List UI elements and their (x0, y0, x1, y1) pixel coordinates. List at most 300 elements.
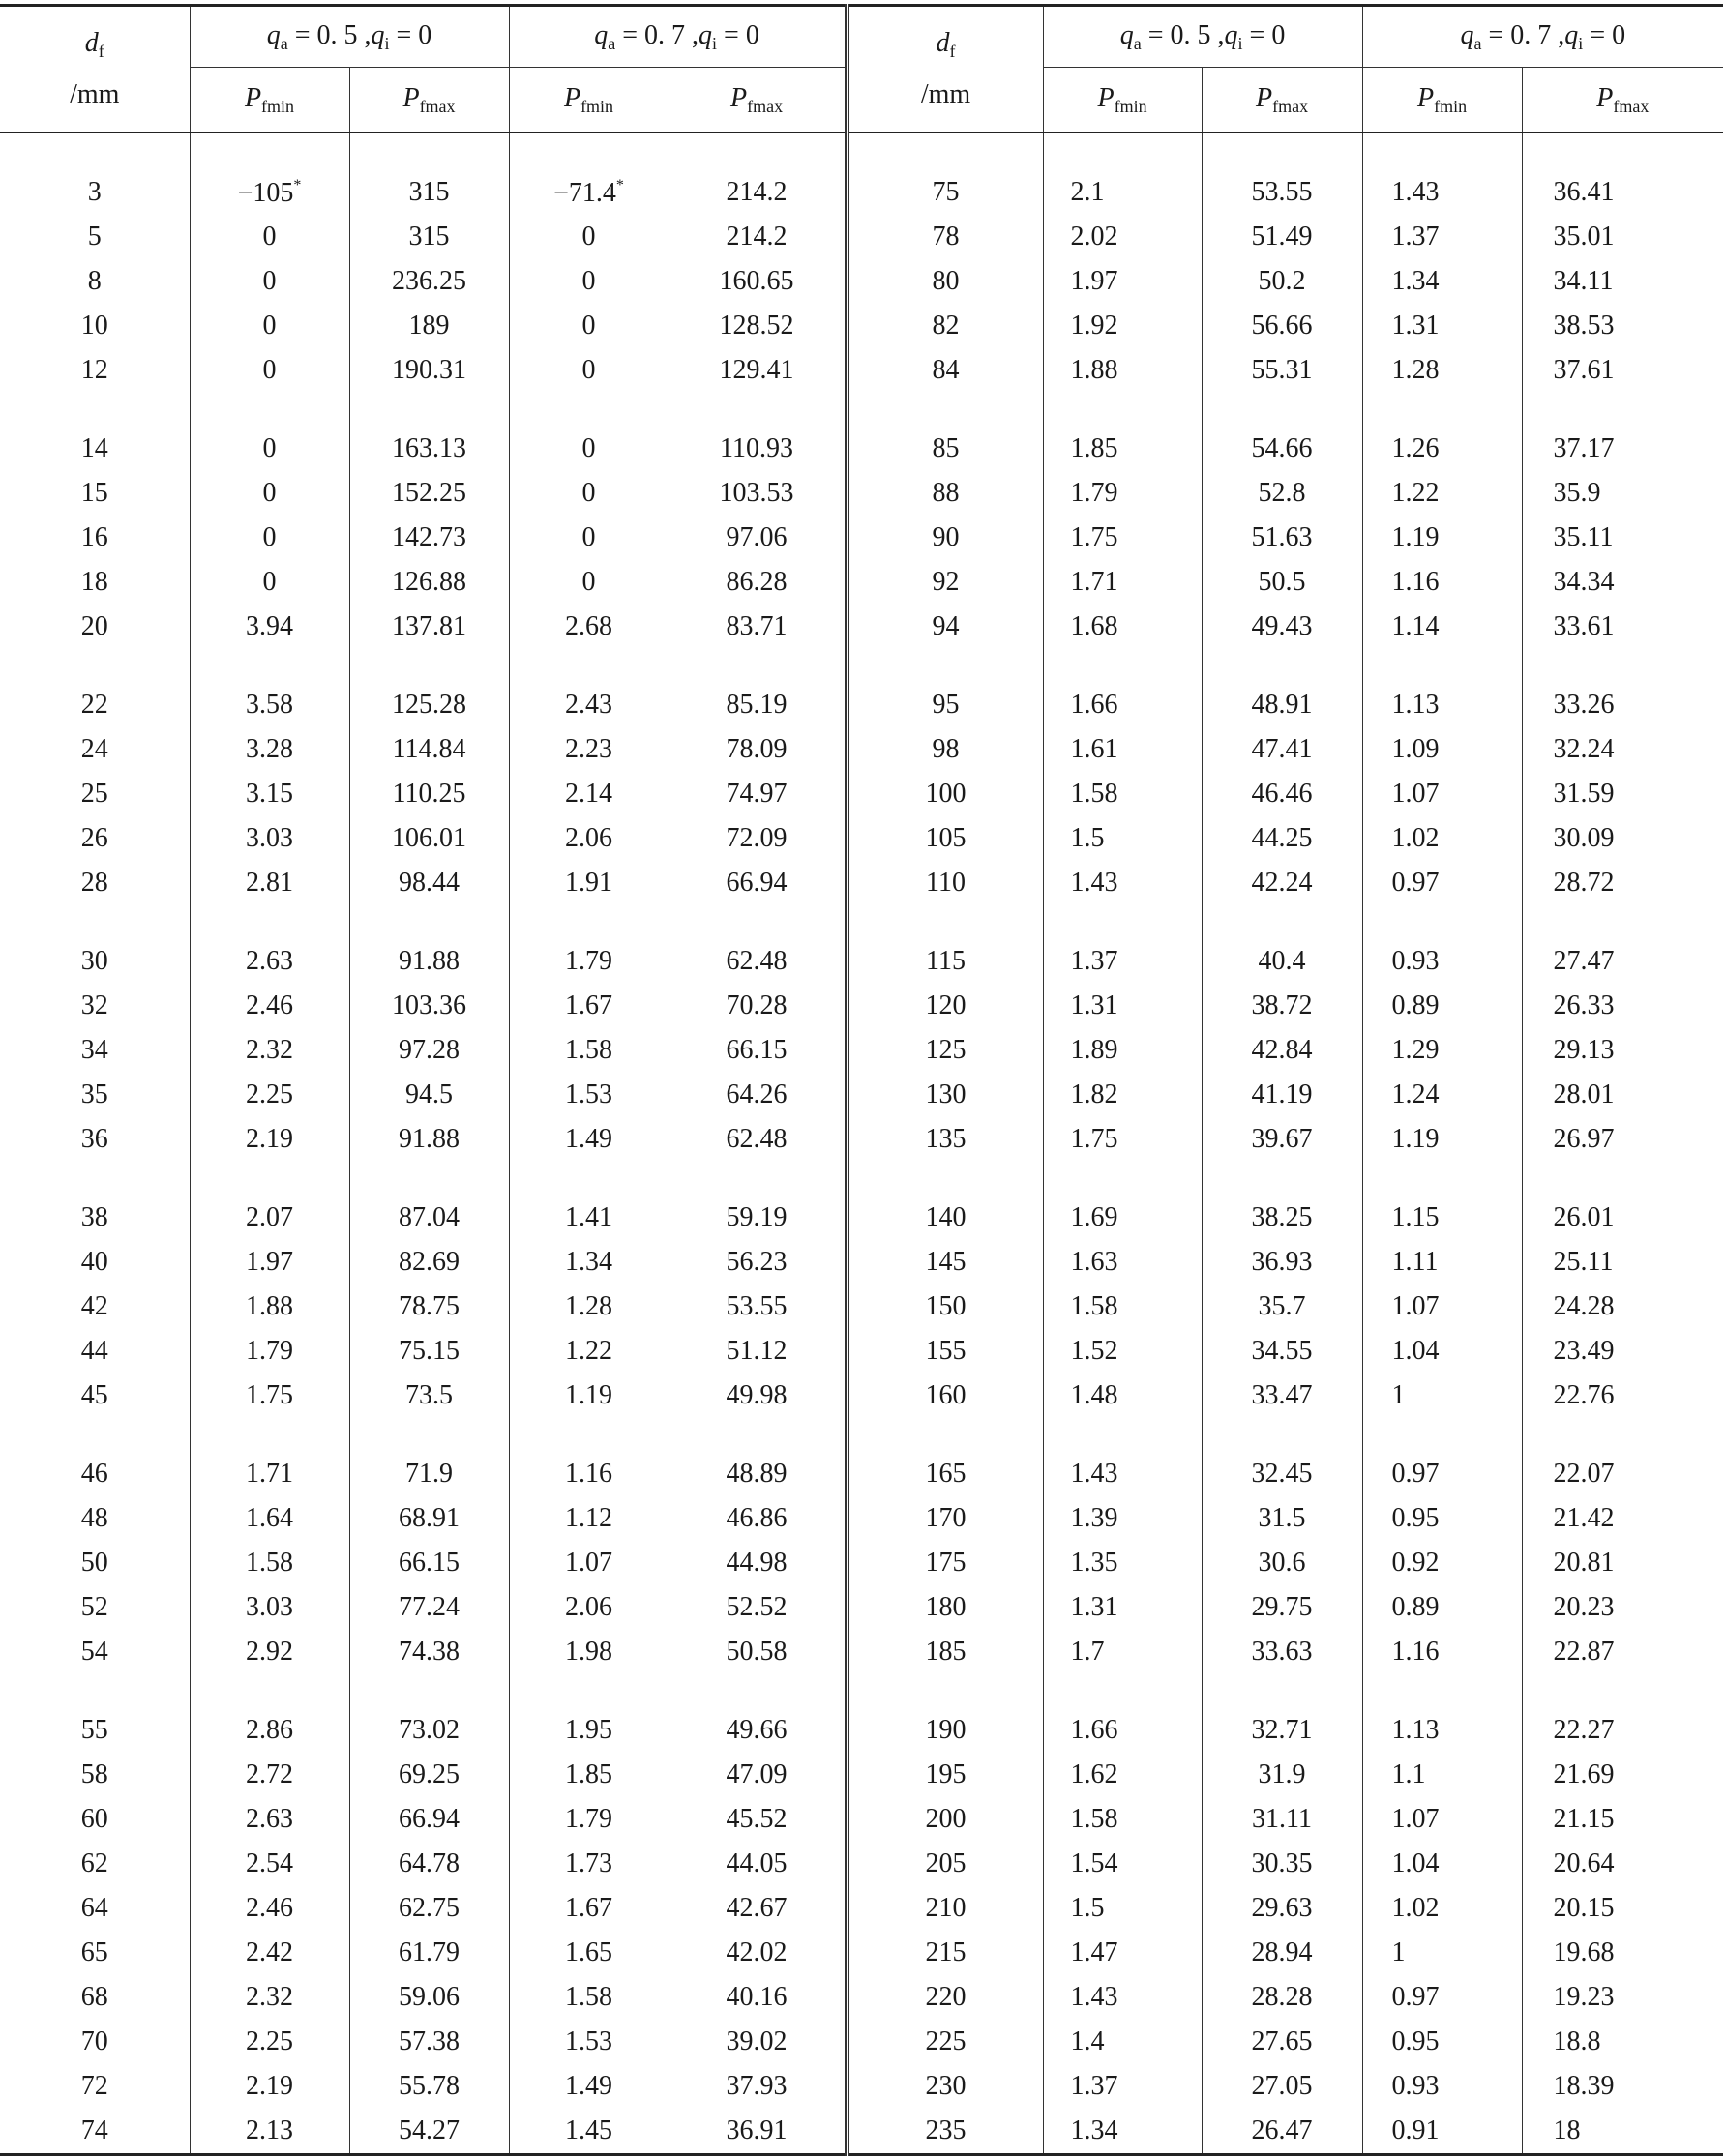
table-cell (0, 1028, 190, 1073)
table-cell (1522, 1842, 1723, 1886)
cell-value: 1.5 (1070, 823, 1105, 853)
cell-value: 88 (932, 478, 960, 508)
table-cell (509, 2020, 669, 2064)
table-cell (509, 1285, 669, 1329)
cell-value: 1.75 (1070, 1124, 1118, 1154)
cell-value: 82 (932, 310, 960, 340)
cell-value: 77.24 (399, 1592, 460, 1622)
cell-value: 97.28 (399, 1035, 460, 1065)
table-cell (509, 772, 669, 816)
cell-value: 1.58 (565, 1982, 613, 2012)
cell-value: 1 (1391, 1937, 1406, 1967)
cell-value: 0 (581, 567, 596, 597)
spacer-cell (1362, 905, 1522, 939)
cell-value: 91.88 (399, 946, 460, 976)
cell-value: 54.27 (399, 2115, 460, 2145)
table-row (0, 1240, 1723, 1285)
spacer-cell (1202, 393, 1362, 427)
table-cell (669, 727, 847, 772)
cell-value: 1.28 (1391, 355, 1440, 385)
cell-value: 160.65 (719, 266, 794, 296)
table-cell (190, 427, 349, 471)
table-cell (669, 1240, 847, 1285)
cell-value: 2.06 (565, 823, 613, 853)
cell-value: 3.15 (246, 779, 293, 809)
cell-value: 1.69 (1070, 1202, 1118, 1232)
cell-value: 74.38 (399, 1637, 460, 1667)
cell-value: 38 (80, 1202, 108, 1232)
cell-value: 142.73 (392, 522, 466, 552)
table-cell (847, 1329, 1043, 1373)
cell-value: 1.73 (565, 1848, 613, 1878)
spacer-cell (1043, 1418, 1202, 1452)
cell-value: 1.65 (565, 1937, 613, 1967)
table-cell (349, 2109, 509, 2155)
table-row (0, 560, 1723, 605)
spacer-cell (190, 905, 349, 939)
spacer-cell (1202, 1674, 1362, 1708)
table-cell (190, 1329, 349, 1373)
table-row (0, 1585, 1723, 1630)
table-cell (509, 133, 669, 215)
table-cell (1202, 605, 1362, 649)
table-cell (669, 816, 847, 861)
table-cell (0, 1708, 190, 1753)
cell-value: 1.19 (1391, 1124, 1440, 1154)
spacer-cell (0, 905, 190, 939)
table-row (0, 727, 1723, 772)
table-cell (1202, 133, 1362, 215)
table-cell (1522, 1240, 1723, 1285)
cell-value: 49.98 (726, 1380, 788, 1410)
cell-value: 0.93 (1391, 2071, 1440, 2101)
table-cell (190, 816, 349, 861)
table-cell (349, 427, 509, 471)
table-cell (1202, 2064, 1362, 2109)
cell-value: 1.37 (1391, 222, 1440, 251)
spacer-cell (1522, 1418, 1723, 1452)
cell-value: 18.39 (1553, 2071, 1615, 2101)
cell-value: 45 (80, 1380, 108, 1410)
cell-value: 2.81 (246, 868, 293, 898)
cell-value: 315 (408, 222, 450, 251)
cell-value: 29.75 (1251, 1592, 1313, 1622)
cell-value: 1.58 (1070, 1804, 1118, 1834)
table-cell (509, 1931, 669, 1975)
table-cell (509, 516, 669, 560)
spacer-cell (349, 905, 509, 939)
table-row (0, 133, 1723, 215)
group-qa07-header-left: $q_a = 0$. 7 $,q_i = 0$ (509, 6, 847, 68)
table-cell (1043, 1073, 1202, 1117)
table-cell (1043, 1117, 1202, 1162)
cell-value: 150 (925, 1291, 967, 1321)
cell-value: 70 (80, 2026, 108, 2056)
cell-value: 2.32 (246, 1982, 293, 2012)
table-cell (509, 1452, 669, 1496)
table-cell (1202, 1285, 1362, 1329)
cell-value: 1.58 (565, 1035, 613, 1065)
table-cell (509, 1117, 669, 1162)
table-cell (1522, 1886, 1723, 1931)
cell-value: 46.86 (726, 1503, 788, 1533)
cell-value: 74.97 (726, 779, 788, 809)
table-cell (1043, 427, 1202, 471)
table-cell (190, 259, 349, 304)
group-qa05-header-left: $q_a = 0$. 5 $,q_i = 0$ (190, 6, 509, 68)
cell-value: 205 (925, 1848, 967, 1878)
table-cell (847, 304, 1043, 348)
cell-value: 1.22 (1391, 478, 1440, 508)
cell-value: 62.48 (726, 1124, 788, 1154)
table-cell (0, 471, 190, 516)
cell-value: 74 (80, 2115, 108, 2145)
cell-value: 98 (932, 734, 960, 764)
table-cell (0, 2020, 190, 2064)
cell-value: 1.16 (1391, 567, 1440, 597)
cell-value: 1.34 (1391, 266, 1440, 296)
cell-value: 56.66 (1251, 310, 1313, 340)
table-cell (0, 605, 190, 649)
table-cell (509, 1373, 669, 1418)
cell-value: 57.38 (399, 2026, 460, 2056)
cell-value: 45.52 (726, 1804, 788, 1834)
cell-value: 2.68 (565, 611, 613, 641)
table-cell (0, 1452, 190, 1496)
cell-value: 160 (925, 1380, 967, 1410)
table-cell (1362, 1240, 1522, 1285)
cell-value: 214.2 (726, 222, 788, 251)
cell-value: 42.24 (1251, 868, 1313, 898)
table-cell (1202, 427, 1362, 471)
table-cell (669, 772, 847, 816)
table-row (0, 1073, 1723, 1117)
table-cell (669, 1975, 847, 2020)
cell-value: 1.26 (1391, 433, 1440, 463)
cell-value: 22 (80, 690, 108, 720)
table-cell (349, 605, 509, 649)
table-cell (190, 560, 349, 605)
table-row (0, 1329, 1723, 1373)
table-cell (1522, 1797, 1723, 1842)
table-cell (1043, 1496, 1202, 1541)
cell-value: 75.15 (399, 1336, 460, 1366)
cell-value: 1.75 (1070, 522, 1118, 552)
cell-value: 1.5 (1070, 1893, 1105, 1923)
cell-value: 1.13 (1391, 1715, 1440, 1745)
table-cell (1202, 683, 1362, 727)
table-cell (1362, 1797, 1522, 1842)
cell-value: −71.4 (553, 177, 616, 208)
table-cell (847, 1196, 1043, 1240)
table-cell (847, 1452, 1043, 1496)
cell-value: 103.53 (719, 478, 794, 508)
table-cell (509, 984, 669, 1028)
spacer-cell (847, 1418, 1043, 1452)
cell-value: 51.49 (1251, 222, 1313, 251)
cell-value: 34 (80, 1035, 108, 1065)
spacer-cell (1362, 649, 1522, 683)
table-cell (349, 304, 509, 348)
cell-value: 2.19 (246, 2071, 293, 2101)
cell-value: 2.13 (246, 2115, 293, 2145)
table-cell (509, 727, 669, 772)
spacer-cell (1522, 393, 1723, 427)
table-cell (349, 861, 509, 905)
cell-value: 214.2 (726, 177, 788, 207)
cell-value: 36.41 (1553, 177, 1615, 207)
table-row (0, 1797, 1723, 1842)
table-cell (0, 1797, 190, 1842)
table-cell (1362, 1541, 1522, 1585)
table-cell (190, 1496, 349, 1541)
table-cell (0, 2064, 190, 2109)
cell-value: 1.54 (1070, 1848, 1118, 1878)
table-cell (509, 861, 669, 905)
cell-value: 1.58 (246, 1548, 293, 1578)
cell-value: 44 (80, 1336, 108, 1366)
cell-value: 90 (932, 522, 960, 552)
table-cell (1522, 1630, 1723, 1674)
group-spacer (0, 393, 1723, 427)
table-cell (0, 259, 190, 304)
cell-value: 42.67 (726, 1893, 788, 1923)
cell-value: 1.43 (1070, 868, 1118, 898)
cell-value: 3.03 (246, 823, 293, 853)
table-cell (1522, 560, 1723, 605)
cell-value: 38.53 (1553, 310, 1615, 340)
cell-value: 28.72 (1553, 868, 1615, 898)
table-cell (190, 1842, 349, 1886)
table-cell (847, 1797, 1043, 1842)
cell-value: 2.63 (246, 1804, 293, 1834)
table-cell (349, 1196, 509, 1240)
spacer-cell (847, 1162, 1043, 1196)
table-cell (349, 1753, 509, 1797)
table-cell (509, 1630, 669, 1674)
cell-value: 66.94 (726, 868, 788, 898)
cell-value: 26 (80, 823, 108, 853)
table-cell (1522, 471, 1723, 516)
table-cell (1202, 1117, 1362, 1162)
table-cell (1043, 1541, 1202, 1585)
table-cell (669, 1886, 847, 1931)
table-cell (190, 2020, 349, 2064)
table-cell (1522, 1708, 1723, 1753)
table-cell (847, 1285, 1043, 1329)
table-cell (1202, 516, 1362, 560)
table-cell (1522, 1931, 1723, 1975)
cell-value: 28.28 (1251, 1982, 1313, 2012)
table-cell (1362, 1073, 1522, 1117)
table-cell (1522, 861, 1723, 905)
table-cell (190, 772, 349, 816)
table-cell (1043, 772, 1202, 816)
table-cell (1522, 1117, 1723, 1162)
cell-value: 1.31 (1070, 1592, 1118, 1622)
table-cell (1043, 939, 1202, 984)
cell-value: 230 (925, 2071, 967, 2101)
cell-value: 0.97 (1391, 1982, 1440, 2012)
cell-value: 1.49 (565, 2071, 613, 2101)
cell-value: 1.7 (1070, 1637, 1105, 1667)
table-cell (509, 1708, 669, 1753)
cell-value: 0 (581, 266, 596, 296)
tolerance-table (0, 4, 1723, 2156)
table-cell (1043, 560, 1202, 605)
cell-value: 39.02 (726, 2026, 788, 2056)
table-cell (1522, 1373, 1723, 1418)
spacer-cell (349, 1418, 509, 1452)
table-cell (349, 772, 509, 816)
table-cell (0, 727, 190, 772)
cell-value: 33.63 (1251, 1637, 1313, 1667)
cell-value: 1.61 (1070, 734, 1118, 764)
table-cell (349, 816, 509, 861)
pfmax-header: $P_{fmax}$ (349, 68, 509, 133)
pfmin-header: $P_{fmin}$ (509, 68, 669, 133)
table-cell (0, 1541, 190, 1585)
table-cell (847, 1753, 1043, 1797)
table-cell (190, 1117, 349, 1162)
cell-value: 0 (262, 266, 277, 296)
cell-value: 49.43 (1251, 611, 1313, 641)
cell-value: 1.29 (1391, 1035, 1440, 1065)
cell-value: 1.71 (246, 1459, 293, 1489)
table-cell (1202, 727, 1362, 772)
cell-value: 10 (80, 310, 108, 340)
cell-value: 210 (925, 1893, 967, 1923)
cell-value: 1.64 (246, 1503, 293, 1533)
cell-value: 235 (925, 2115, 967, 2145)
cell-value: 145 (925, 1247, 967, 1277)
table-cell (509, 2064, 669, 2109)
table-cell (1362, 348, 1522, 393)
table-cell (0, 861, 190, 905)
cell-value: 48.89 (726, 1459, 788, 1489)
cell-value: 5 (87, 222, 102, 251)
spacer-cell (1522, 1674, 1723, 1708)
df-header-right: $d_f$ /mm (847, 6, 1043, 133)
cell-value: 1.07 (565, 1548, 613, 1578)
table-cell (0, 1630, 190, 1674)
cell-value: 2.02 (1070, 222, 1118, 251)
cell-value: 220 (925, 1982, 967, 2012)
cell-value: 1.79 (565, 946, 613, 976)
spacer-cell (669, 1162, 847, 1196)
table-cell (0, 1975, 190, 2020)
table-cell (509, 816, 669, 861)
cell-value: 42.84 (1251, 1035, 1313, 1065)
table-cell (349, 1842, 509, 1886)
table-cell (0, 1931, 190, 1975)
table-cell (1202, 304, 1362, 348)
table-cell (509, 1585, 669, 1630)
table-cell (1362, 2020, 1522, 2064)
table-cell (669, 1753, 847, 1797)
table-cell (1522, 2064, 1723, 2109)
cell-value: 29.13 (1553, 1035, 1615, 1065)
cell-value: 34.34 (1553, 567, 1615, 597)
table-cell (1202, 471, 1362, 516)
table-cell (509, 1073, 669, 1117)
table-cell (1522, 1329, 1723, 1373)
table-cell (1043, 133, 1202, 215)
cell-value: 55 (80, 1715, 108, 1745)
spacer-cell (1043, 1674, 1202, 1708)
table-cell (1043, 215, 1202, 259)
pfmin-header: $P_{fmin}$ (1043, 68, 1202, 133)
spacer-cell (1202, 905, 1362, 939)
cell-value: 1.88 (1070, 355, 1118, 385)
cell-value: 105 (925, 823, 967, 853)
cell-value: 1.97 (1070, 266, 1118, 296)
cell-value: 40 (80, 1247, 108, 1277)
table-cell (1043, 516, 1202, 560)
table-cell (669, 605, 847, 649)
table-cell (0, 215, 190, 259)
table-cell (847, 1073, 1043, 1117)
table-cell (1362, 683, 1522, 727)
table-cell (1202, 1753, 1362, 1797)
cell-value: 0.89 (1391, 1592, 1440, 1622)
cell-value: 69.25 (399, 1759, 460, 1789)
table-cell (190, 516, 349, 560)
cell-value: 55.78 (399, 2071, 460, 2101)
cell-value: 32.24 (1553, 734, 1615, 764)
cell-value: 59.06 (399, 1982, 460, 2012)
table-cell (190, 861, 349, 905)
cell-value: 0 (262, 522, 277, 552)
cell-value: 62.48 (726, 946, 788, 976)
cell-value: 32.45 (1251, 1459, 1313, 1489)
table-cell (349, 1541, 509, 1585)
table-cell (1522, 1585, 1723, 1630)
cell-value: 55.31 (1251, 355, 1313, 385)
cell-value: 27.05 (1251, 2071, 1313, 2101)
table-cell (847, 471, 1043, 516)
table-cell (0, 816, 190, 861)
table-cell (1043, 1975, 1202, 2020)
table-cell (1043, 727, 1202, 772)
cell-value: 49.66 (726, 1715, 788, 1745)
table-cell (1202, 1496, 1362, 1541)
cell-value: 26.97 (1553, 1124, 1615, 1154)
cell-value: 100 (925, 779, 967, 809)
cell-value: 85 (932, 433, 960, 463)
cell-value: 2.14 (565, 779, 613, 809)
table-cell (1522, 516, 1723, 560)
table-cell (847, 348, 1043, 393)
cell-value: 130 (925, 1079, 967, 1109)
cell-value: 31.5 (1258, 1503, 1306, 1533)
cell-value: 114.84 (392, 734, 466, 764)
table-cell (0, 1585, 190, 1630)
cell-value: 110.93 (720, 433, 793, 463)
cell-value: 0.89 (1391, 990, 1440, 1020)
cell-value: 1.58 (1070, 779, 1118, 809)
table-cell (509, 259, 669, 304)
table-cell (190, 1585, 349, 1630)
table-cell (0, 560, 190, 605)
spacer-cell (1202, 649, 1362, 683)
table-cell (1522, 816, 1723, 861)
cell-value: 1.53 (565, 1079, 613, 1109)
cell-value: 92 (932, 567, 960, 597)
table-cell (1522, 1753, 1723, 1797)
table-cell (1522, 939, 1723, 984)
cell-value: 190.31 (392, 355, 466, 385)
